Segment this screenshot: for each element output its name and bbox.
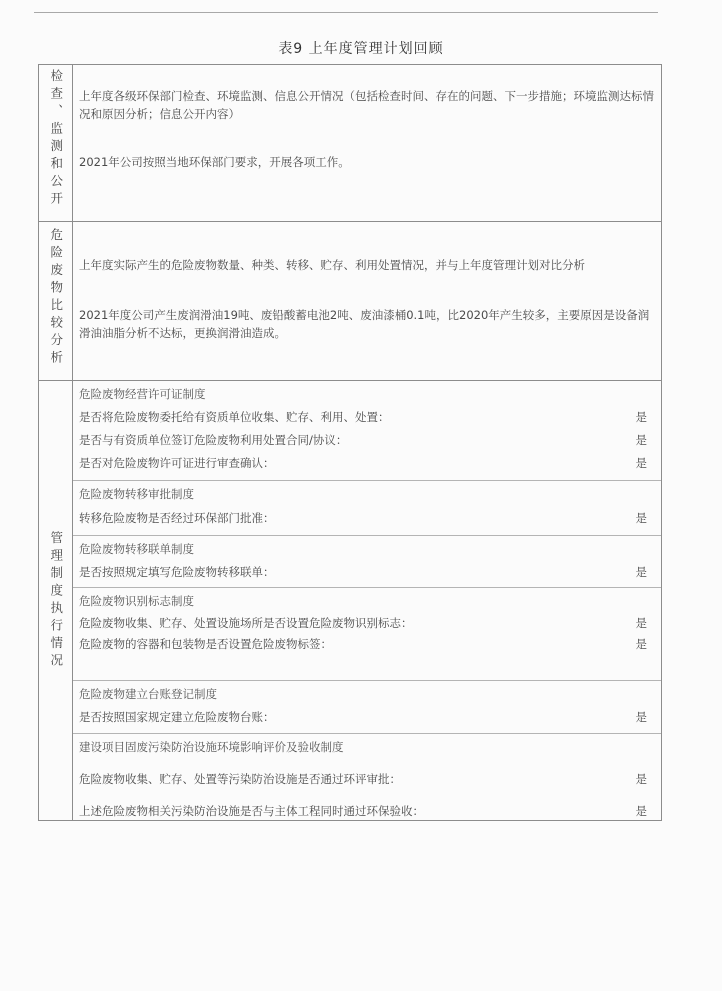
section-answer: 2021年度公司产生废润滑油19吨、废铅酸蓄电池2吨、废油漆桶0.1吨，比2020年产生较多，主要原因是设备润滑油油脂分析不达标，更换润滑油造成。: [79, 308, 650, 340]
check-answer: 是: [635, 772, 647, 786]
check-row: [79, 431, 655, 449]
check-question: 转移危险废物是否经过环保部门批准：: [79, 511, 275, 525]
category-title: 建设项目固废污染防治设施环境影响评价及验收制度: [79, 740, 344, 754]
check-question: 上述危险废物相关污染防治设施是否与主体工程同时通过环保验收：: [79, 804, 424, 818]
check-answer: 是: [635, 710, 647, 724]
category-license: [73, 381, 661, 480]
section-body: [73, 65, 661, 221]
check-question: 是否按照国家规定建立危险废物台账：: [79, 710, 275, 724]
category-transfer-approval: [73, 480, 661, 535]
check-answer: 是: [635, 433, 647, 447]
section-body: [73, 222, 661, 380]
section-label-cell: [39, 222, 73, 380]
section-label: 检查、监测和公开: [48, 69, 64, 209]
review-table: [38, 64, 662, 821]
check-answer: 是: [635, 616, 647, 630]
check-answer: 是: [635, 565, 647, 579]
check-question: 是否与有资质单位签订危险废物利用处置合同/协议：: [79, 433, 348, 447]
section-label: 管理制度执行情况: [48, 530, 64, 671]
section-prompt: 上年度各级环保部门检查、环境监测、信息公开情况（包括检查时间、存在的问题、下一步措施；环境监测达标情况和原因分析；信息公开内容）: [79, 89, 654, 121]
page-title: 表9 上年度管理计划回顾: [278, 41, 444, 57]
check-row: [79, 614, 655, 632]
category-title: 危险废物识别标志制度: [79, 594, 194, 608]
check-row: [79, 635, 655, 653]
section-comparison: [39, 221, 661, 380]
check-row: [79, 802, 655, 820]
check-answer: 是: [635, 410, 647, 424]
check-question: 是否对危险废物许可证进行审查确认：: [79, 456, 275, 470]
section-body: [73, 381, 661, 820]
category-title: 危险废物建立台账登记制度: [79, 687, 217, 701]
section-execution: [39, 380, 661, 820]
section-label: 危险废物比较分析: [48, 228, 64, 368]
check-question: 危险废物收集、贮存、处置设施场所是否设置危险废物识别标志：: [79, 616, 413, 630]
check-question: 危险废物的容器和包装物是否设置危险废物标签：: [79, 637, 332, 651]
section-label-cell: [39, 381, 73, 820]
section-answer: 2021年公司按照当地环保部门要求，开展各项工作。: [79, 155, 350, 169]
check-question: 是否将危险废物委托给有资质单位收集、贮存、利用、处置：: [79, 410, 390, 424]
check-row: [79, 708, 655, 726]
check-answer: 是: [635, 637, 647, 651]
category-ledger: [73, 680, 661, 733]
check-answer: 是: [635, 511, 647, 525]
check-answer: 是: [635, 804, 647, 818]
category-title: 危险废物转移联单制度: [79, 542, 194, 556]
check-row: [79, 509, 655, 527]
category-transfer-manifest: [73, 535, 661, 587]
top-rule: [34, 12, 658, 13]
category-title: 危险废物经营许可证制度: [79, 387, 206, 401]
section-inspection: [39, 65, 661, 221]
section-prompt: 上年度实际产生的危险废物数量、种类、转移、贮存、利用处置情况，并与上年度管理计划对比分析: [79, 258, 585, 272]
category-eia: [73, 733, 661, 846]
check-row: [79, 563, 655, 581]
check-row: [79, 770, 655, 788]
check-answer: 是: [635, 456, 647, 470]
category-identification: [73, 587, 661, 680]
check-question: 危险废物收集、贮存、处置等污染防治设施是否通过环评审批：: [79, 772, 401, 786]
check-row: [79, 408, 655, 426]
category-title: 危险废物转移审批制度: [79, 487, 194, 501]
check-row: [79, 454, 655, 472]
check-question: 是否按照规定填写危险废物转移联单：: [79, 565, 275, 579]
section-label-cell: [39, 65, 73, 221]
